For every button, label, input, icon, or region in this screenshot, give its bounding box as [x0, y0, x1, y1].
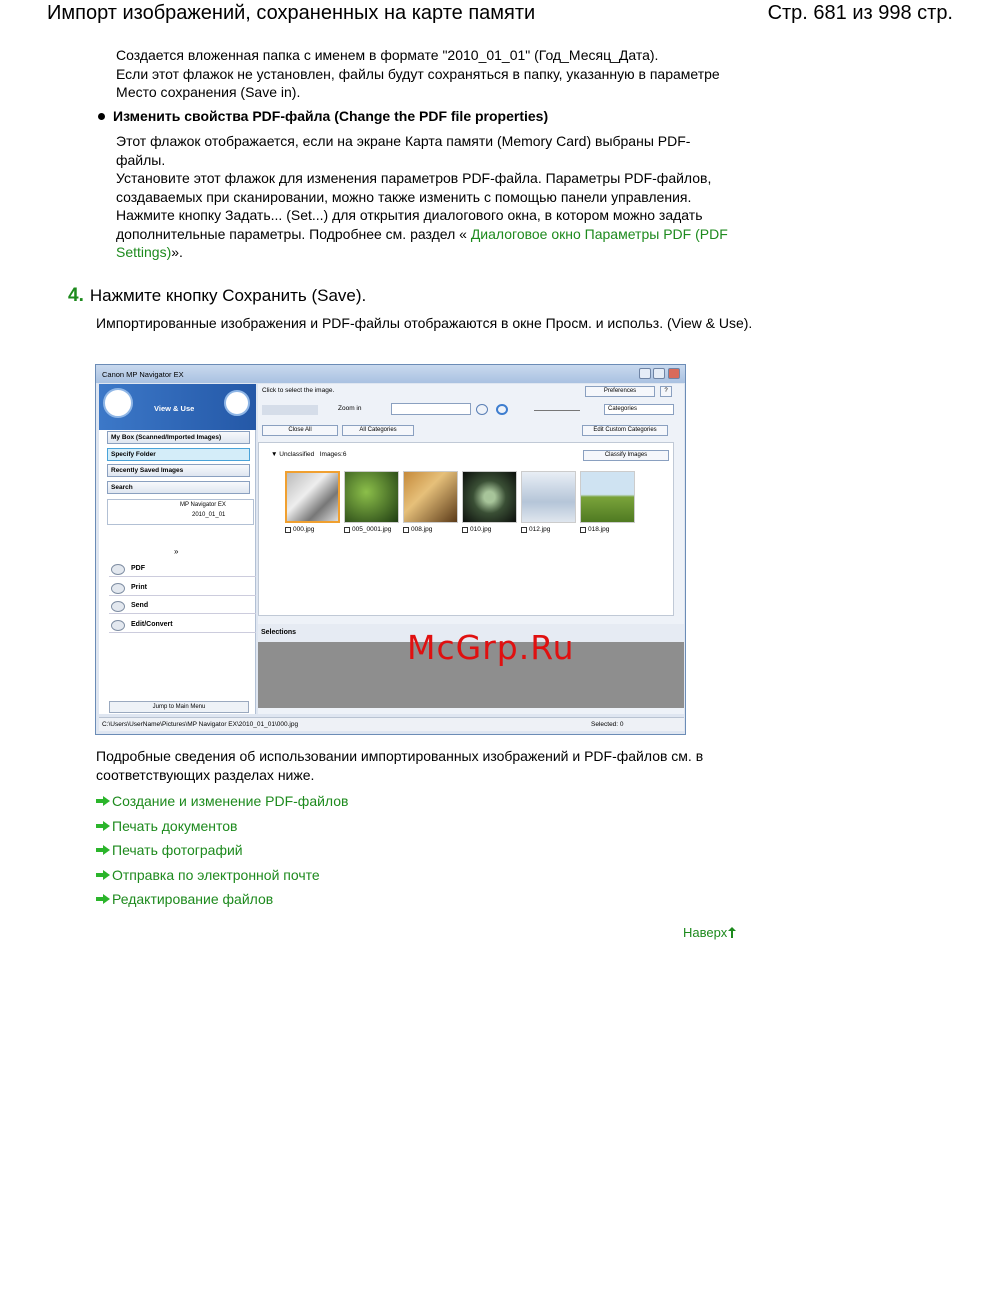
nav-my-box: My Box (Scanned/Imported Images): [107, 431, 250, 444]
monitor-icon: [224, 390, 250, 416]
arrow-right-icon: [96, 870, 110, 880]
option-description: [116, 132, 736, 262]
thumbnail-filename: 012.jpg: [529, 526, 551, 533]
option-text-1: Этот флажок отображается, если на экране Карта памяти (Memory Card) выбраны PDF-файлы.: [116, 133, 691, 168]
link-label: Отправка по электронной почте: [112, 866, 320, 883]
tree-item-navigator: MP Navigator EX: [180, 502, 226, 508]
search-box: [391, 403, 471, 415]
jump-main-menu-button: Jump to Main Menu: [109, 701, 249, 713]
bullet-icon: [98, 113, 105, 120]
thumbnail-label: [285, 526, 314, 533]
thumbnail: [521, 471, 576, 523]
close-all-button: Close All: [262, 425, 338, 436]
thumbnail: [344, 471, 399, 523]
page-counter: Стр. 681 из 998 стр.: [767, 2, 953, 24]
checkbox-icon: [580, 527, 586, 533]
thumbnail-label: [403, 526, 432, 533]
thumbnail-label: [580, 526, 609, 533]
action-send-label: Send: [131, 602, 149, 609]
thumbnail: [580, 471, 635, 523]
thumbnail-filename: 010.jpg: [470, 526, 492, 533]
window-titlebar: [96, 365, 685, 383]
unclassified-group: ▼ Unclassified Images:6: [271, 451, 347, 458]
refresh-icon: [496, 404, 508, 415]
chevron-down-icon: »: [174, 547, 179, 556]
thumbnail-label: [521, 526, 550, 533]
intro-line-1: Создается вложенная папка с именем в формате "2010_01_01" (Год_Месяц_Дата).: [116, 47, 659, 63]
zoom-in-label: Zoom in: [338, 405, 362, 412]
intro-text: [116, 46, 756, 102]
edit-icon: [111, 620, 125, 631]
nav-search: Search: [107, 481, 250, 494]
option-text-2-pre: Установите этот флажок для изменения параметров PDF-файла. Параметры PDF-файлов, создаваемых при сканировании, можно также изменить с помощью панели управления. Нажмите кнопку Задать... (Set...) для открытия диалогового окна, в котором можно задать дополнительные параметры. Подробнее см. раздел «: [116, 170, 712, 242]
action-print: [109, 581, 256, 596]
link-print-documents[interactable]: [96, 814, 348, 839]
classify-images-button: Classify Images: [583, 450, 669, 461]
step-title: Нажмите кнопку Сохранить (Save).: [89, 286, 367, 305]
checkbox-icon: [462, 527, 468, 533]
status-bar: [99, 717, 684, 731]
view-mode-icons: [262, 405, 318, 415]
close-icon: [668, 368, 680, 379]
all-categories-button: All Categories: [342, 425, 414, 436]
image-grid: [258, 442, 674, 616]
back-to-top-label: Наверх: [683, 925, 728, 940]
arrow-right-icon: [96, 845, 110, 855]
action-pdf: [109, 562, 256, 577]
option-text-2-post: ».: [171, 244, 183, 260]
status-selected: Selected: 0: [591, 721, 624, 728]
link-label: Редактирование файлов: [112, 891, 274, 908]
edit-custom-categories-button: Edit Custom Categories: [582, 425, 668, 436]
categories-select: Categories: [604, 404, 674, 415]
checkbox-icon: [403, 527, 409, 533]
link-label: Печать документов: [112, 817, 238, 834]
thumbnail-label: [344, 526, 391, 533]
checkbox-icon: [285, 527, 291, 533]
action-send: [109, 599, 256, 614]
step-number: 4.: [68, 285, 84, 306]
step-description: Импортированные изображения и PDF-файлы отображаются в окне Просм. и использ. (View & Use).: [96, 315, 753, 331]
send-icon: [111, 601, 125, 612]
back-to-top-link[interactable]: [683, 925, 737, 940]
option-heading-text: Изменить свойства PDF-файла (Change the PDF file properties): [113, 108, 549, 124]
link-create-pdf[interactable]: [96, 789, 348, 814]
maximize-icon: [653, 368, 665, 379]
link-label: Печать фотографий: [112, 842, 243, 859]
arrow-up-icon: [727, 927, 737, 938]
action-edit-convert: [109, 618, 256, 633]
checkbox-icon: [521, 527, 527, 533]
page-title: Импорт изображений, сохраненных на карте памяти: [47, 2, 536, 24]
arrow-right-icon: [96, 894, 110, 904]
thumbnail-filename: 008.jpg: [411, 526, 433, 533]
thumbnail: [462, 471, 517, 523]
unclassified-label: Unclassified: [279, 451, 315, 458]
pdf-settings-link[interactable]: Диалоговое окно Параметры PDF (PDF Settings): [116, 225, 728, 260]
left-pane: [99, 384, 256, 714]
mp-navigator-screenshot: [95, 364, 686, 735]
pdf-icon: [111, 564, 125, 575]
help-button: ?: [660, 386, 672, 397]
zoom-slider: [534, 410, 580, 411]
option-text-2: [116, 169, 736, 262]
outro-text: Подробные сведения об использовании импортированных изображений и PDF-файлов см. в соответствующих разделах ниже.: [96, 748, 704, 783]
thumbnail-filename: 000.jpg: [293, 526, 315, 533]
arrow-right-icon: [96, 821, 110, 831]
arrow-right-icon: [96, 796, 110, 806]
thumbnail-label: [462, 526, 491, 533]
print-icon: [111, 583, 125, 594]
intro-line-2: Если этот флажок не установлен, файлы будут сохраняться в папку, указанную в параметре Место сохранения (Save in).: [116, 65, 720, 100]
link-label: Создание и изменение PDF-файлов: [112, 793, 349, 810]
option-heading: [98, 108, 548, 124]
navigator-logo-icon: [103, 388, 133, 418]
thumbnail-filename: 005_0001.jpg: [352, 526, 392, 533]
checkbox-icon: [344, 527, 350, 533]
action-pdf-label: PDF: [131, 565, 145, 572]
thumbnail-filename: 018.jpg: [588, 526, 610, 533]
view-use-header: [99, 384, 256, 430]
link-print-photos[interactable]: [96, 838, 348, 863]
action-print-label: Print: [131, 584, 147, 591]
page-header: [0, 0, 1000, 34]
nav-recently-saved: Recently Saved Images: [107, 464, 250, 477]
search-icon: [476, 404, 488, 415]
tree-item-date-folder: 2010_01_01: [192, 512, 226, 518]
folder-tree: [107, 499, 254, 525]
view-use-label: View & Use: [154, 404, 195, 413]
preferences-button: Preferences: [585, 386, 655, 397]
thumbnail: [403, 471, 458, 523]
selections-bar: Selections: [258, 624, 684, 642]
window-title: Canon MP Navigator EX: [102, 369, 184, 379]
related-links: [96, 789, 348, 912]
action-edit-label: Edit/Convert: [131, 621, 173, 628]
minimize-icon: [639, 368, 651, 379]
link-send-email[interactable]: [96, 863, 348, 888]
nav-specify-folder: Specify Folder: [107, 448, 250, 461]
link-edit-files[interactable]: [96, 887, 348, 912]
step-4: [68, 285, 366, 307]
images-count: Images:6: [319, 451, 347, 458]
click-hint: Click to select the image.: [262, 387, 335, 394]
status-path: C:\Users\UserName\Pictures\MP Navigator EX\2010_01_01\000.jpg: [102, 721, 299, 728]
watermark: McGrp.Ru: [407, 628, 575, 667]
thumbnail: [285, 471, 340, 523]
